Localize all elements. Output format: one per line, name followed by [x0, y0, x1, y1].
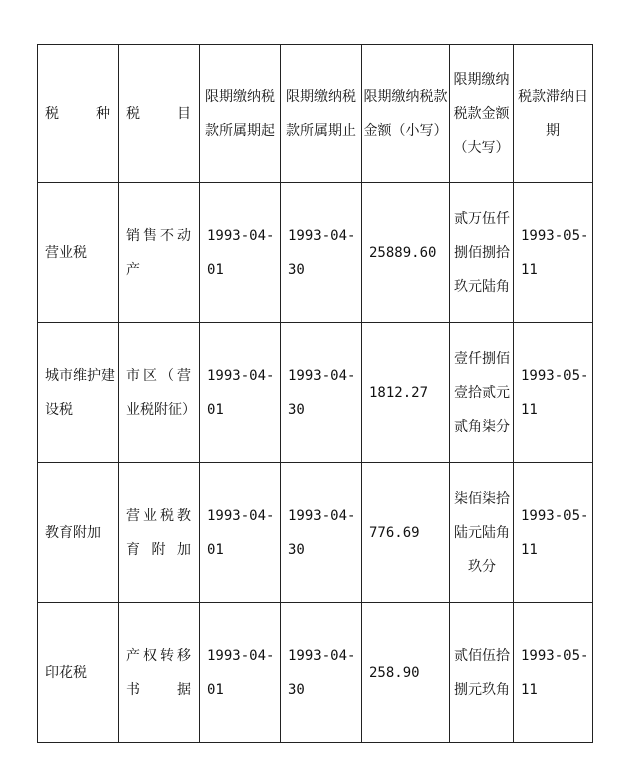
- cell-amount-words: 贰佰伍拾捌元玖角: [450, 603, 514, 743]
- cell-amount-numeric: 258.90: [362, 603, 450, 743]
- cell-tax-type: 教育附加: [38, 463, 119, 603]
- cell-period-end: 1993-04-30: [281, 323, 362, 463]
- cell-overdue-date: 1993-05-11: [514, 183, 593, 323]
- cell-amount-numeric: 25889.60: [362, 183, 450, 323]
- table-row: [38, 603, 593, 743]
- cell-amount-numeric: 776.69: [362, 463, 450, 603]
- header-overdue-date: 税款滞纳日期: [514, 45, 593, 183]
- header-tax-item: 税 目: [119, 45, 200, 183]
- cell-overdue-date: 1993-05-11: [514, 603, 593, 743]
- table-row: [38, 463, 593, 603]
- cell-tax-type: 印花税: [38, 603, 119, 743]
- tax-payment-table: [37, 44, 593, 743]
- cell-amount-numeric: 1812.27: [362, 323, 450, 463]
- cell-period-end: 1993-04-30: [281, 603, 362, 743]
- cell-period-start: 1993-04-01: [200, 603, 281, 743]
- cell-tax-type: 营业税: [38, 183, 119, 323]
- header-amount-words: 限期缴纳税款金额（大写）: [450, 45, 514, 183]
- cell-overdue-date: 1993-05-11: [514, 323, 593, 463]
- cell-tax-type: 城市维护建设税: [38, 323, 119, 463]
- table-row: [38, 323, 593, 463]
- cell-amount-words: 贰万伍仟捌佰捌拾玖元陆角: [450, 183, 514, 323]
- header-period-start: 限期缴纳税款所属期起: [200, 45, 281, 183]
- header-period-end: 限期缴纳税款所属期止: [281, 45, 362, 183]
- cell-tax-item: 营业税教育附加: [119, 463, 200, 603]
- header-tax-type: 税 种: [38, 45, 119, 183]
- cell-period-end: 1993-04-30: [281, 183, 362, 323]
- cell-period-start: 1993-04-01: [200, 463, 281, 603]
- cell-period-start: 1993-04-01: [200, 183, 281, 323]
- table-row: [38, 183, 593, 323]
- cell-amount-words: 柒佰柒拾陆元陆角玖分: [450, 463, 514, 603]
- cell-tax-item: 市区（营业税附征）: [119, 323, 200, 463]
- cell-tax-item: 销售不动产: [119, 183, 200, 323]
- cell-amount-words: 壹仟捌佰壹拾贰元贰角柒分: [450, 323, 514, 463]
- header-row: [38, 45, 593, 183]
- cell-tax-item: 产权转移书据: [119, 603, 200, 743]
- header-amount-numeric: 限期缴纳税款金额（小写）: [362, 45, 450, 183]
- cell-period-end: 1993-04-30: [281, 463, 362, 603]
- cell-overdue-date: 1993-05-11: [514, 463, 593, 603]
- cell-period-start: 1993-04-01: [200, 323, 281, 463]
